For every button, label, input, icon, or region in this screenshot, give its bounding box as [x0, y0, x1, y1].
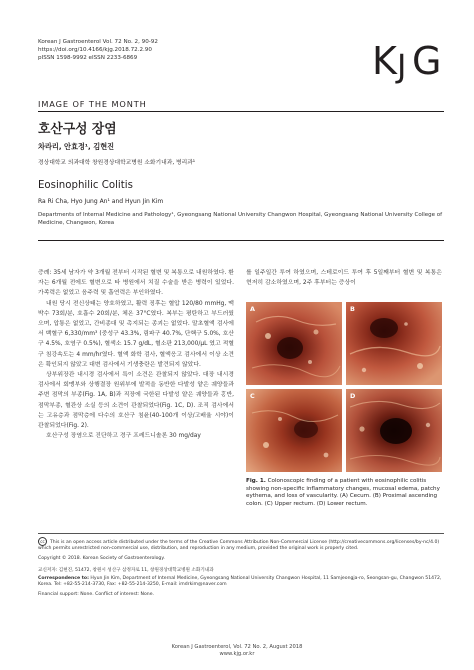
footer-journal: Korean J Gastroenterol, Vol. 72 No. 2, August 2018 [171, 644, 303, 650]
endoscopy-panel-b [346, 302, 442, 385]
footer-website[interactable]: www.kjg.or.kr [219, 651, 255, 657]
paragraph-continuation: 를 일주일간 투여 하였으며, 스테로이드 투여 후 5일째부터 혈변 및 복통은 현저히 감소하였으며, 2주 후부터는 증상이 [246, 270, 442, 287]
correspondence-label: Correspondence to: [38, 576, 89, 581]
panel-label-b: B [350, 305, 355, 313]
license-note [38, 537, 444, 552]
korean-title: 호산구성 장염 [38, 122, 117, 137]
issn: pISSN 1598-9992 eISSN 2233-6869 [38, 55, 138, 61]
license-text: This is an open access article distributed under the terms of the Creative Commons Attribution Non-Commercial License (http://creativecommons.org/licenses/by-nc/4.0) which permits unrestricted non-commercial use, distribution, and reproduction in any medium, provided the original work is properly cited. [38, 540, 440, 552]
doi-link[interactable]: https://doi.org/10.4166/kjg.2018.72.2.90 [38, 47, 152, 53]
header-divider [38, 111, 444, 112]
logo-letter-k: K [372, 39, 397, 83]
english-affiliation: Departments of Internal Medicine and Pathology¹, Gyeongsang National University Changwon Hospital, Gyeongsang National University College of Medicine, Changwon, Korea [38, 212, 443, 226]
english-authors: Ra Ri Cha, Hyo Jung An¹ and Hyun Jin Kim [38, 198, 164, 205]
korean-correspondence: 교신저자: 김현진, 51472, 창원시 성산구 삼정자로 11, 창원경상대학교병원 소화기내과 [38, 568, 214, 573]
journal-citation: Korean J Gastroenterol Vol. 72 No. 2, 90-92 [38, 39, 158, 45]
endoscopy-panel-a [246, 302, 342, 385]
panel-label-c: C [250, 392, 255, 400]
figure-caption-label: Fig. 1. [246, 478, 266, 484]
copyright-note: Copyright © 2018. Korean Society of Gastroenterology. [38, 556, 165, 561]
financial-note: Financial support: None. Conflict of interest: None. [38, 592, 154, 597]
english-correspondence [38, 576, 444, 588]
body-right-column [246, 268, 442, 288]
panel-label-a: A [250, 305, 255, 313]
kjg-logo [372, 40, 444, 84]
section-divider [38, 240, 444, 241]
section-label: IMAGE OF THE MONTH [38, 99, 147, 109]
correspondence-text: Hyun Jin Kim, Department of Internal Medicine, Gyeongsang National University Changwon Hospital, 11 Samjeongja-ro, Seongsan-gu, Changwon 51472, Korea. Tel: +82-55-214-3730, Fax: +82-55-214-3250, E-mail: imdrkim@naver.com [38, 576, 442, 588]
paragraph-treatment: 호산구성 장염으로 진단하고 경구 프레드니솔론 30 mg/day [46, 433, 201, 440]
logo-letter-g: G [412, 39, 442, 83]
footnote-divider [38, 533, 444, 534]
journal-meta [38, 38, 158, 62]
figure-caption [246, 478, 442, 508]
paragraph-endoscopy: 상부위장관 내시경 검사에서 특이 소견은 관찰되지 않았다. 대장 내시경 검사에서 회맹부와 상행결장 원위부에 발적을 동반한 다발성 얕은 궤양들과 주변 점막의 부종(Fig. 1A, B)과 직장에 국한된 다발성 얕은 궤양들과 홍반, 점막부종, 혈관상 소실 등의 소견이 관찰되었다(Fig. 1C, D). 조직 검사에서는 고유층과 점막층에 다수의 호산구 침윤(40-100개 이상/고배율 시야)이 관찰되었다(Fig. 2). [38, 372, 234, 430]
logo-letter-j: J [397, 47, 407, 85]
panel-label-d: D [350, 392, 356, 400]
endoscopy-panel-c [246, 389, 342, 472]
body-left-column [38, 268, 234, 441]
korean-affiliation: 경상대학교 의과대학 창원경상대학교병원 소화기내과, 병리과¹ [38, 160, 196, 166]
figure-caption-text: Colonoscopic finding of a patient with eosinophilic colitis showing non-specific inflammatory changes, mucosal edema, patchy eythema, and loss of vascularity. (A) Cecum. (B) Proximal ascending colon. (C) Upper rectum. (D) Lower rectum. [246, 478, 440, 507]
endoscopy-panel-d [346, 389, 442, 472]
open-access-icon: cc [38, 537, 47, 546]
english-title: Eosinophilic Colitis [38, 180, 133, 191]
page-footer [0, 644, 474, 658]
korean-authors: 차라리, 안효정¹, 김현진 [38, 142, 115, 151]
figure-1 [246, 302, 442, 472]
paragraph-exam: 내원 당시 전신상태는 양호하였고, 활력 징후는 혈압 120/80 mmHg, 맥박수 73회/분, 호흡수 20회/분, 체온 37°C였다. 복부는 평탄하고 부드러웠으며, 압통은 없었고, 간비종대 및 촉지되는 종괴는 없었다. 말초혈액 검사에서 백혈구 6,330/mm³ (중성구 43.3%, 림파구 40.7%, 단핵구 5.0%, 호산구 4.5%, 호염구 0.5%), 혈색소 15.7 g/dL, 혈소판 213,000/µL 였고 적혈구 침강속도는 4 mm/hr였다. 혈액 화학 검사, 혈액응고 검사에서 이상 소견은 확인되지 않았고 대변 검사에서 기생충란은 발견되지 않았다. [38, 300, 234, 368]
paragraph-case: 증례: 35세 남자가 약 3개월 전부터 시작된 혈변 및 복통으로 내원하였다. 환자는 6개월 전에도 혈변으로 타 병원에서 치질 수술을 받은 병력이 있었다. 가족력은 없었고 음주력 및 흡연력은 부인하였다. [38, 270, 234, 297]
